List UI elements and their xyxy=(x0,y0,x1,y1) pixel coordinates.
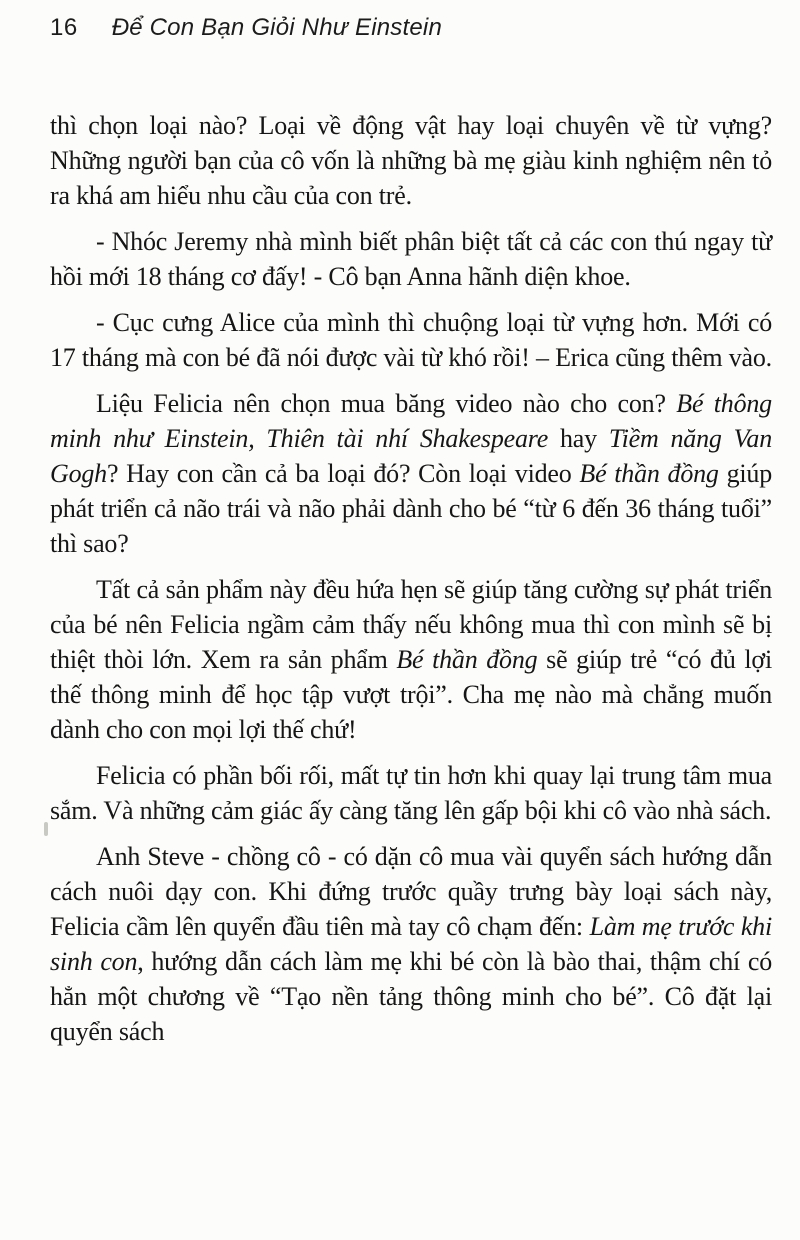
paragraph xyxy=(50,305,772,375)
page-body xyxy=(0,42,800,1049)
text-run: , hướng dẫn cách làm mẹ khi bé còn là bào thai, thậm chí có hẳn một chương về “Tạo nền tảng thông minh cho bé”. Cô đặt lại quyển sách xyxy=(50,947,772,1046)
book-title-run: Bé thông minh như Einstein, Thiên tài nhí Shakespeare xyxy=(50,389,772,453)
text-run: sẽ giúp trẻ “có đủ lợi thế thông minh để học tập vượt trội”. Cha mẹ nào mà chẳng muốn dành cho con mọi lợi thế chứ! xyxy=(50,645,772,744)
paragraph xyxy=(50,108,772,213)
text-run: hay xyxy=(548,424,609,453)
paragraph xyxy=(50,224,772,294)
text-run: Liệu Felicia nên chọn mua băng video nào cho con? xyxy=(96,389,677,418)
text-run: - Cục cưng Alice của mình thì chuộng loại từ vựng hơn. Mới có 17 tháng mà con bé đã nói được vài từ khó rồi! – Erica cũng thêm vào. xyxy=(50,308,772,372)
text-run: Felicia có phần bối rối, mất tự tin hơn khi quay lại trung tâm mua sắm. Và những cảm giác ấy càng tăng lên gấp bội khi cô vào nhà sách. xyxy=(50,761,772,825)
page-header xyxy=(0,0,800,42)
book-title-run: Làm mẹ trước khi sinh con xyxy=(50,912,772,976)
paragraph xyxy=(50,758,772,828)
text-run: ? Hay con cần cả ba loại đó? Còn loại video xyxy=(106,459,580,488)
book-title-run: Tiềm năng Van Gogh xyxy=(50,424,773,488)
paragraph xyxy=(50,839,772,1049)
paragraph xyxy=(50,572,772,747)
text-run: Tất cả sản phẩm này đều hứa hẹn sẽ giúp tăng cường sự phát triển của bé nên Felicia ngầm cảm thấy nếu không mua thì con mình sẽ bị thiệt thòi lớn. Xem ra sản phẩm xyxy=(50,575,772,674)
paragraph xyxy=(50,386,772,561)
scan-artifact xyxy=(44,822,48,836)
text-run: Anh Steve - chồng cô - có dặn cô mua vài quyển sách hướng dẫn cách nuôi dạy con. Khi đứng trước quầy trưng bày loại sách này, Felicia cầm lên quyển đầu tiên mà tay cô chạm đến: xyxy=(50,842,772,941)
page-number: 16 xyxy=(50,14,78,41)
book-title-run: Bé thần đồng xyxy=(396,645,538,674)
book-title-run: Bé thần đồng xyxy=(579,459,719,488)
text-run: thì chọn loại nào? Loại về động vật hay loại chuyên về từ vựng? Những người bạn của cô vốn là những bà mẹ giàu kinh nghiệm nên tỏ ra khá am hiểu nhu cầu của con trẻ. xyxy=(50,111,772,210)
running-title: Để Con Bạn Giỏi Như Einstein xyxy=(111,14,443,41)
text-run: giúp phát triển cả não trái và não phải dành cho bé “từ 6 đến 36 tháng tuổi” thì sao? xyxy=(50,459,773,558)
text-run: - Nhóc Jeremy nhà mình biết phân biệt tất cả các con thú ngay từ hồi mới 18 tháng cơ đấy! - Cô bạn Anna hãnh diện khoe. xyxy=(50,227,772,291)
